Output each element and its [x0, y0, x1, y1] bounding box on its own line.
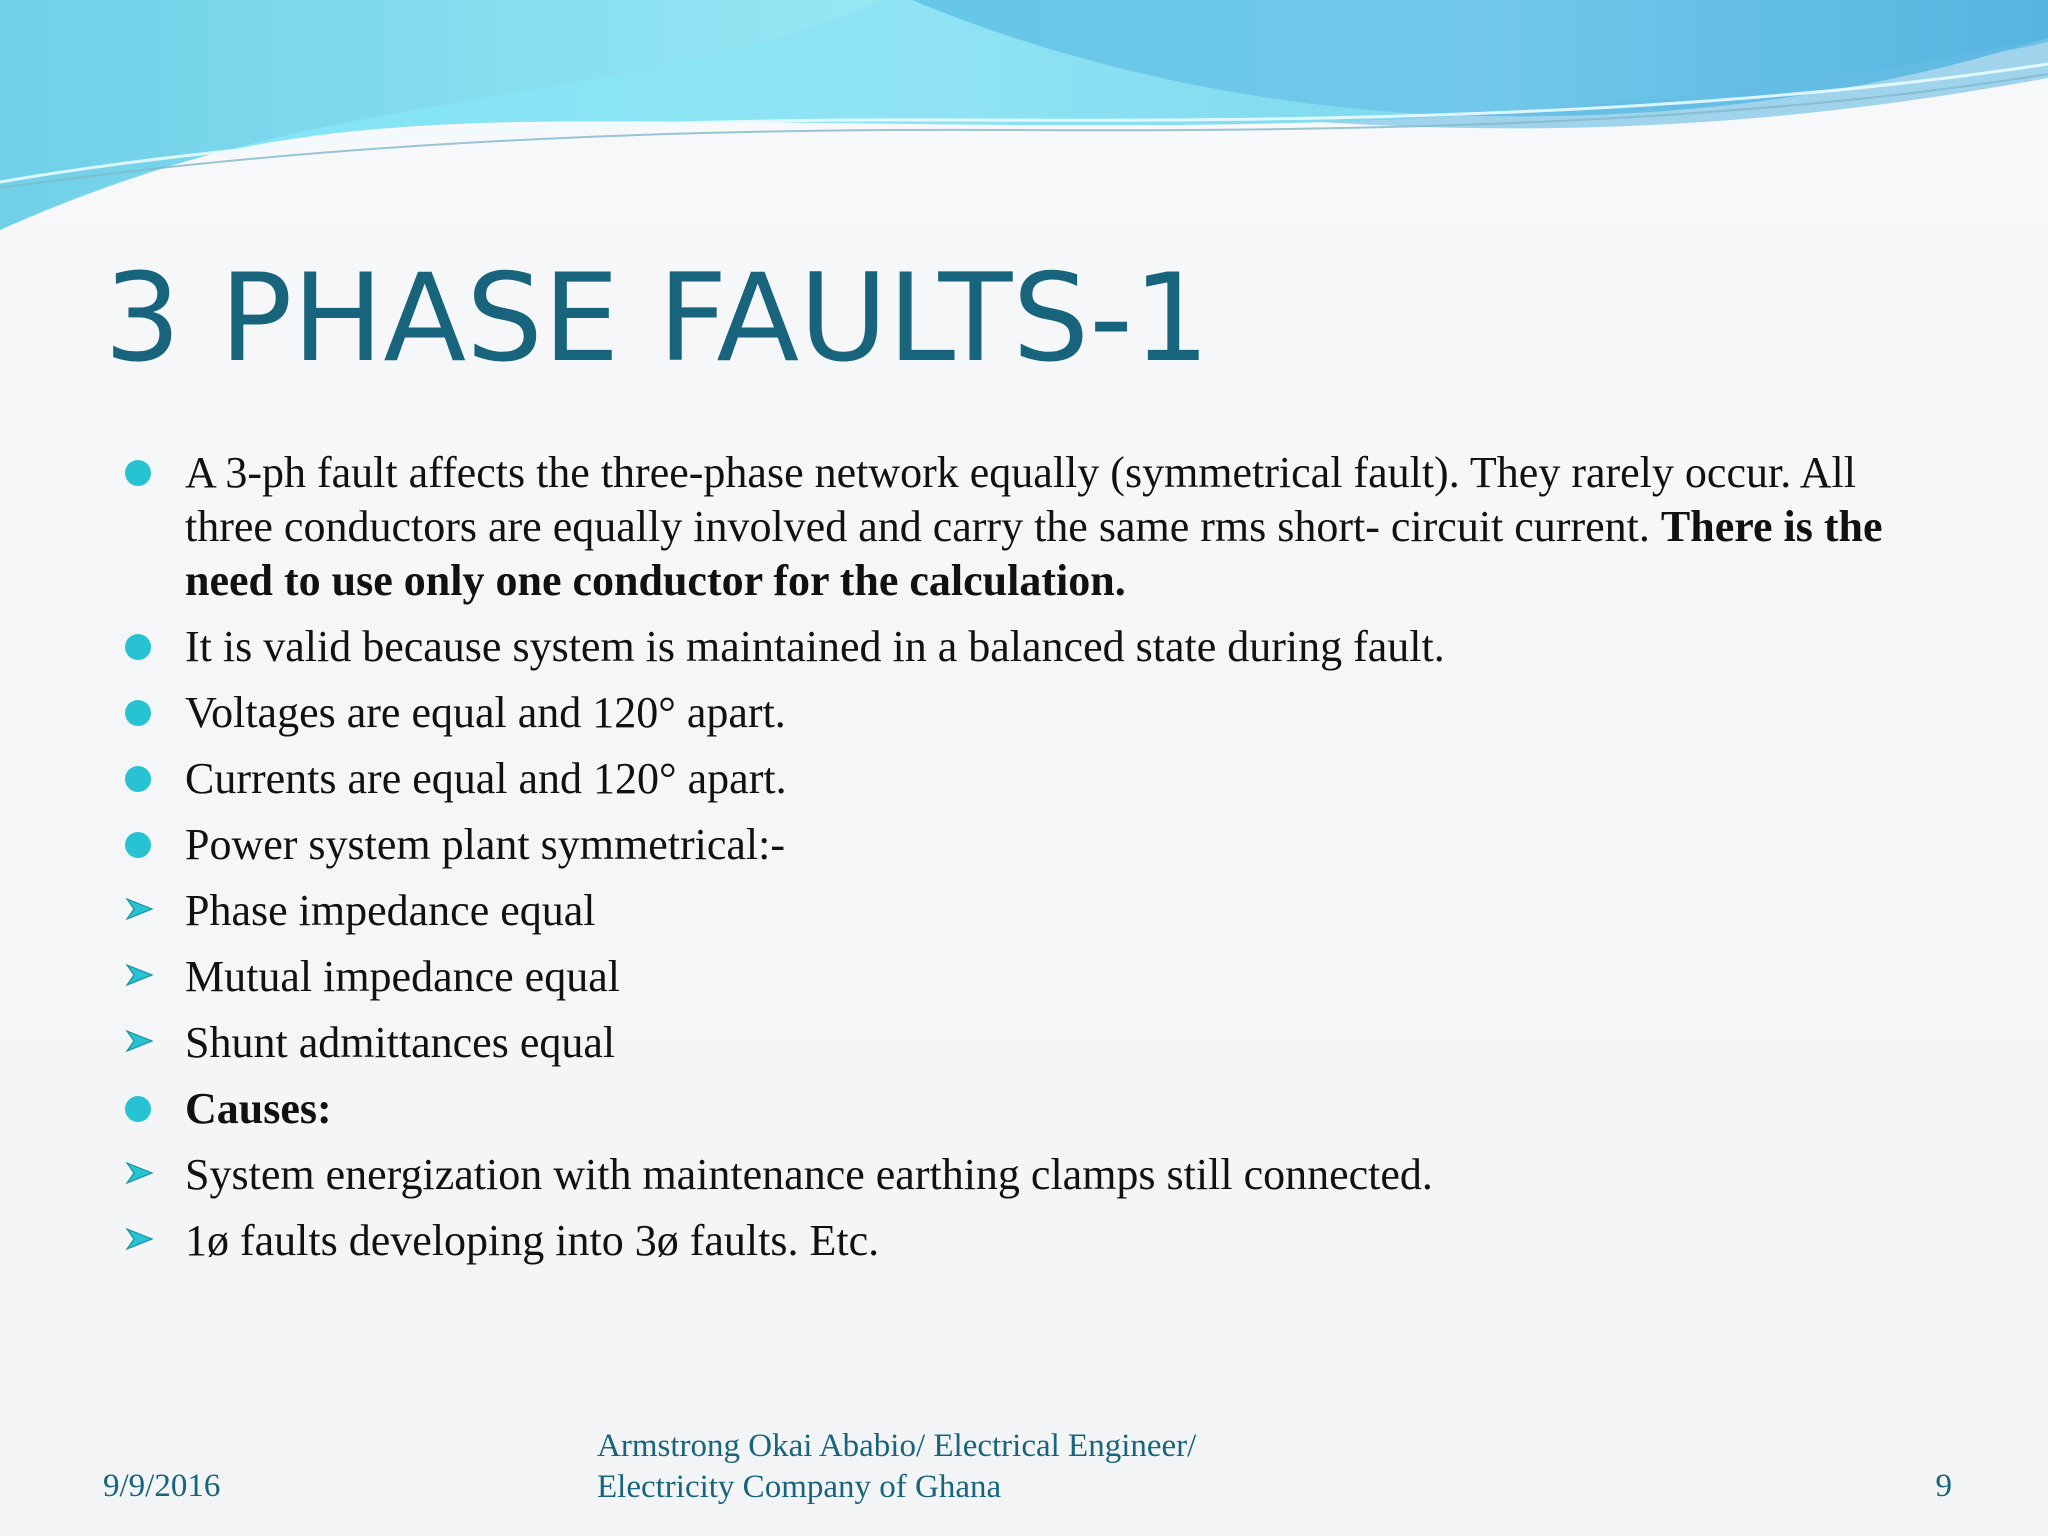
- arrow-bullet-icon: [124, 1158, 154, 1188]
- arrow-bullet-icon: [124, 1026, 154, 1056]
- bullet-item: [120, 446, 1910, 608]
- arrow-bullet-icon: [124, 1224, 154, 1254]
- decorative-wave-header: [0, 0, 2048, 240]
- slide-title: 3 PHASE FAULTS-1: [104, 248, 1210, 389]
- bullet-list: [120, 446, 1910, 1280]
- sub-bullet-item: [120, 1214, 1910, 1268]
- sub-bullet-item: [120, 1016, 1910, 1070]
- bullet-dot-icon: [125, 832, 151, 858]
- footer-date: 9/9/2016: [103, 1468, 221, 1504]
- arrow-bullet-icon: [124, 960, 154, 990]
- bullet-text: A 3-ph fault affects the three-phase network equally (symmetrical fault). They rarely occur. All three conductors are equally involved and carry the same rms short- circuit current.: [185, 448, 1856, 551]
- bullet-item: [120, 620, 1910, 674]
- bullet-text: Power system plant symmetrical:-: [185, 820, 785, 869]
- bullet-bold-text: There is the need to use only one conductor for the calculation.: [185, 502, 1883, 605]
- bullet-item: [120, 1082, 1910, 1136]
- bullet-text: It is valid because system is maintained in a balanced state during fault.: [185, 622, 1445, 671]
- footer-author-line-2: Electricity Company of Ghana: [597, 1469, 1002, 1505]
- footer-page-number: 9: [1935, 1468, 1952, 1504]
- sub-bullet-text: 1ø faults developing into 3ø faults. Etc.: [185, 1216, 880, 1265]
- footer-author-line-1: Armstrong Okai Ababio/ Electrical Engineer/: [597, 1428, 1197, 1464]
- sub-bullet-item: [120, 1148, 1910, 1202]
- bullet-text: Voltages are equal and 120° apart.: [185, 688, 786, 737]
- arrow-bullet-icon: [124, 894, 154, 924]
- bullet-dot-icon: [125, 700, 151, 726]
- sub-bullet-text: Shunt admittances equal: [185, 1018, 616, 1067]
- bullet-dot-icon: [125, 1096, 151, 1122]
- sub-bullet-item: [120, 950, 1910, 1004]
- sub-bullet-text: System energization with maintenance earthing clamps still connected.: [185, 1150, 1433, 1199]
- bullet-item: [120, 752, 1910, 806]
- sub-bullet-text: Phase impedance equal: [185, 886, 596, 935]
- sub-bullet-item: [120, 884, 1910, 938]
- bullet-text: Currents are equal and 120° apart.: [185, 754, 787, 803]
- sub-bullet-text: Mutual impedance equal: [185, 952, 620, 1001]
- bullet-bold-text: Causes:: [185, 1084, 332, 1133]
- bullet-dot-icon: [125, 460, 151, 486]
- bullet-item: [120, 818, 1910, 872]
- bullet-item: [120, 686, 1910, 740]
- bullet-dot-icon: [125, 766, 151, 792]
- bullet-dot-icon: [125, 634, 151, 660]
- footer-author: [597, 1426, 1357, 1508]
